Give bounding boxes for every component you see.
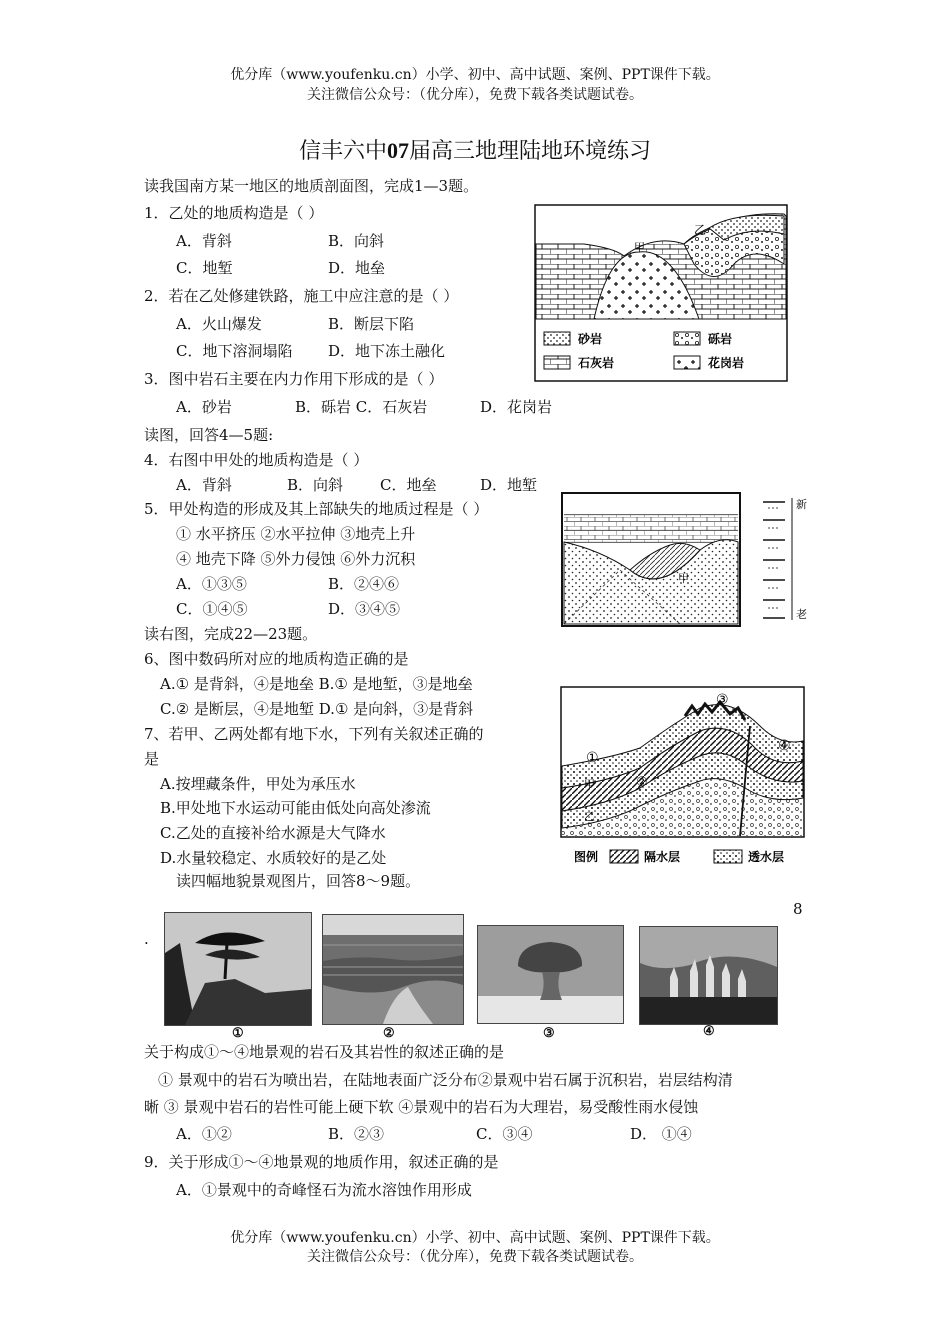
fig1-label-yi: 乙 — [694, 223, 707, 237]
q6-stem: 6、图中数码所对应的地质构造正确的是 — [144, 650, 409, 668]
fig3-label-3: ③ — [716, 692, 729, 708]
q3-option-d: D．花岗岩 — [480, 398, 553, 416]
fig1-legend-limestone: 石灰岩 — [578, 356, 615, 370]
q1-stem: 1．乙处的地质构造是（ ） — [144, 204, 324, 222]
intro-4-5: 读图，回答4—5题: — [144, 426, 274, 444]
q4-option-b: B．向斜 — [287, 476, 344, 494]
q2-option-d: D．地下冻土融化 — [328, 342, 446, 360]
landscape-photo-4 — [639, 926, 778, 1025]
pine-cliff-image — [165, 913, 311, 1025]
q2-option-b: B．断层下陷 — [328, 315, 415, 333]
fig1-legend-sandstone: 砂岩 — [578, 332, 603, 346]
fig3-legend-aquiclude: 隔水层 — [644, 850, 681, 864]
groundwater-section-figure-3 — [560, 686, 805, 868]
q7-stem-1: 7、若甲、乙两处都有地下水，下列有关叙述正确的 — [144, 725, 484, 743]
q8-option-d: D． ①④ — [630, 1125, 692, 1143]
photo-caption-4: ④ — [703, 1024, 715, 1039]
photo-caption-2: ② — [383, 1026, 395, 1041]
q2-stem: 2．若在乙处修建铁路，施工中应注意的是（ ） — [144, 287, 459, 305]
q1-option-d: D．地垒 — [328, 259, 386, 277]
q4-option-d: D．地堑 — [480, 476, 538, 494]
q8-option-a: A．①② — [176, 1125, 232, 1143]
q5-option-d: D．③④⑤ — [328, 600, 401, 618]
q8-option-c: C．③④ — [476, 1125, 533, 1143]
landscape-photo-2 — [322, 914, 464, 1025]
page-title — [0, 134, 950, 165]
intro-8-9: 读四幅地貌景观图片，回答8～9题。 — [176, 872, 421, 890]
header-line-2: 关注微信公众号：（优分库），免费下载各类试题试卷。 — [307, 87, 643, 103]
canyon-image — [323, 915, 463, 1024]
q7-option-d: D.水量较稳定、水质较好的是乙处 — [160, 849, 387, 867]
q5-option-a: A．①③⑤ — [176, 575, 247, 593]
q1-option-a: A．背斜 — [176, 232, 232, 250]
footer-line-1: 优分库（www.youfenku.cn）小学、初中、高中试题、案例、PPT课件下载。 — [230, 1230, 720, 1246]
q8-statement-1: ① 景观中的岩石为喷出岩，在陆地表面广泛分布②景观中岩石属于沉积岩，岩层结构清 — [158, 1071, 733, 1089]
q8-dot: . — [144, 930, 149, 948]
fig1-legend-conglomerate: 砾岩 — [708, 332, 733, 346]
q7-option-b: B.甲处地下水运动可能由低处向高处渗流 — [160, 799, 431, 817]
q8-option-b: B．②③ — [328, 1125, 385, 1143]
landscape-photo-3 — [477, 925, 624, 1024]
photo-caption-1: ① — [232, 1026, 244, 1041]
q6-options-cd: C.② 是断层，④是地堑 D.① 是向斜，③是背斜 — [160, 700, 474, 718]
footer-line-2: 关注微信公众号：（优分库），免费下载各类试题试卷。 — [307, 1249, 643, 1265]
q2-option-a: A．火山爆发 — [176, 315, 262, 333]
landscape-photo-1 — [164, 912, 312, 1026]
strata-section-figure-2 — [560, 490, 810, 630]
q9-stem: 9．关于形成①～④地景观的地质作用，叙述正确的是 — [144, 1153, 499, 1171]
q5-option-b: B．②④⑥ — [328, 575, 400, 593]
fig1-legend-granite: 花岗岩 — [708, 356, 745, 370]
header-line-1: 优分库（www.youfenku.cn）小学、初中、高中试题、案例、PPT课件下载。 — [230, 67, 720, 83]
title-part-2: 届高三地理陆地环境练习 — [409, 139, 652, 164]
title-part-bold: 07 — [387, 138, 409, 163]
fig3-label-yi: 乙 — [584, 810, 595, 823]
q3-option-a: A．砂岩 — [176, 398, 232, 416]
q7-stem-2: 是 — [144, 750, 160, 768]
q7-option-a: A.按埋藏条件，甲处为承压水 — [160, 775, 356, 793]
photo-caption-3: ③ — [543, 1026, 555, 1041]
fig3-legend-title: 图例 — [574, 850, 599, 864]
intro-1-3: 读我国南方某一地区的地质剖面图，完成1—3题。 — [144, 177, 479, 195]
q3-option-bc: B．砾岩 C．石灰岩 — [295, 398, 428, 416]
q8-statement-2: 晰 ③ 景观中岩石的岩性可能上硬下软 ④景观中的岩石为大理岩，易受酸性雨水侵蚀 — [144, 1098, 699, 1116]
fig3-label-jia: 甲 — [584, 778, 595, 791]
q5-option-c: C．①④⑤ — [176, 600, 248, 618]
q8-stem: 关于构成①～④地景观的岩石及其岩性的叙述正确的是 — [144, 1043, 505, 1061]
fig2-label-old: 老 — [796, 608, 807, 621]
q4-option-a: A．背斜 — [176, 476, 232, 494]
q1-option-c: C．地堑 — [176, 259, 233, 277]
title-part-1: 信丰六中 — [298, 139, 387, 164]
fig1-label-jia: 甲 — [634, 241, 645, 254]
q6-options-ab: A.① 是背斜，④是地垒 B.① 是地堑，③是地垒 — [160, 675, 473, 693]
q2-option-c: C．地下溶洞塌陷 — [176, 342, 293, 360]
stone-forest-image — [640, 927, 777, 1024]
fig3-label-4: ④ — [778, 738, 791, 754]
q5-choices-1: ① 水平挤压 ②水平拉伸 ③地壳上升 — [176, 525, 416, 543]
q4-stem: 4．右图中甲处的地质构造是（ ） — [144, 451, 369, 469]
fig3-label-1: ① — [586, 750, 599, 766]
fig3-legend-aquifer: 透水层 — [748, 850, 785, 864]
q5-stem: 5．甲处构造的形成及其上部缺失的地质过程是（ ） — [144, 500, 489, 518]
q3-stem: 3．图中岩石主要在内力作用下形成的是（ ） — [144, 370, 444, 388]
intro-22-23: 读右图，完成22—23题。 — [144, 625, 318, 643]
mushroom-rock-image — [478, 926, 623, 1023]
q7-option-c: C.乙处的直接补给水源是大气降水 — [160, 824, 386, 842]
q9-option-a: A．①景观中的奇峰怪石为流水溶蚀作用形成 — [176, 1181, 472, 1199]
q8-number: 8 — [793, 900, 803, 918]
q4-option-c: C．地垒 — [380, 476, 437, 494]
fig2-label-jia: 甲 — [678, 572, 689, 585]
fig3-label-2: ② — [636, 775, 648, 790]
geologic-section-figure-1 — [534, 204, 788, 382]
q1-option-b: B．向斜 — [328, 232, 385, 250]
q5-choices-2: ④ 地壳下降 ⑤外力侵蚀 ⑥外力沉积 — [176, 550, 416, 568]
fig2-label-new: 新 — [796, 498, 807, 511]
